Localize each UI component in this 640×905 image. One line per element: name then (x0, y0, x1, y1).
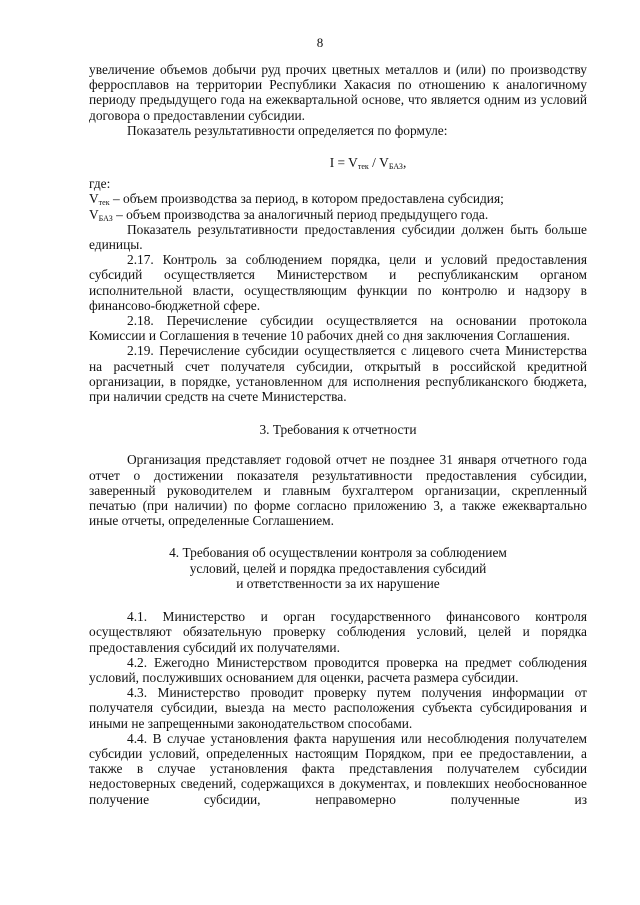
section-4-heading (89, 545, 587, 591)
page-number: 8 (316, 35, 324, 50)
paragraph-indicator-condition: Показатель результативности предоставления субсидии должен быть больше единицы. (89, 221, 587, 253)
definition-v-baz (89, 207, 587, 222)
section-4-heading-line-2: условий, целей и порядка предоставления субсидий (189, 560, 487, 576)
paragraph-formula-intro: Показатель результативности определяется по формуле: (127, 122, 448, 138)
section-4-heading-line-3: и ответственности за их нарушение (236, 575, 440, 591)
formula-lhs: I = V (329, 155, 358, 171)
section-4-heading-line-1: 4. Требования об осуществлении контроля за соблюдением (169, 545, 507, 561)
paragraph-2-17: 2.17. Контроль за соблюдением порядка, цели и условий предоставления субсидий осуществляется Министерством и республиканским органом исполнительной власти, осуществляющим функции по контролю и надзору в финансово-бюджетной сфере. (89, 252, 587, 313)
where-label: где: (89, 176, 111, 192)
paragraph-4-3: 4.3. Министерство проводит проверку путем получения информации от получателя субсидии, выезда на место расположения субъекта субсидирования и иными не запрещенными законодательством способами. (89, 685, 587, 731)
def1-symbol: V (89, 191, 99, 207)
paragraph-4-2: 4.2. Ежегодно Министерством проводится проверка на предмет соблюдения условий, послуживших основанием для оценки, расчета размера субсидии. (89, 654, 587, 685)
paragraph-4-1: 4.1. Министерство и орган государственного финансового контроля осуществляют обязательную проверку соблюдения условий, целей и порядка предоставления субсидий их получателями. (89, 609, 587, 655)
def2-subscript: БАЗ (98, 213, 113, 223)
paragraph-4-4: 4.4. В случае установления факта нарушения или несоблюдения получателем субсидии условий, определенных настоящим Порядком, при ее предоставлении, а также в случае установления факта представления получателем субсидии недостоверных сведений, содержащихся в документах, и повлекших необоснованное получение субсидии, неправомерно полученные из (89, 730, 587, 807)
def1-subscript: тек (98, 198, 110, 208)
formula-sub-baz: БАЗ (388, 162, 403, 172)
paragraph-continuation: увеличение объемов добычи руд прочих цветных металлов и (или) по производству ферросплавов на территории Республики Хакасия по отношению к аналогичному периоду предыдущего года на ежеквартальной основе, что является одним из условий договора о предоставлении субсидии. (89, 62, 587, 123)
formula-mid: / V (368, 155, 389, 171)
formula-sub-tek: тек (357, 162, 369, 172)
paragraph-2-19: 2.19. Перечисление субсидии осуществляется с лицевого счета Министерства на расчетный счет получателя субсидии, открытый в российской кредитной организации, в порядке, установленном для исполнения республиканского бюджета, при наличии средств на счете Министерства. (89, 343, 587, 405)
formula-end: , (402, 155, 407, 171)
document-body (89, 62, 587, 807)
paragraph-3-report: Организация представляет годовой отчет не позднее 31 января отчетного года отчет о достижении показателя результативности предоставления субсидии, заверенный руководителем и главным бухгалтером организации, скрепленный печатью (при наличии) по форме согласно приложению 3, а также ежеквартально иные отчеты, определенные Соглашением. (89, 452, 587, 529)
def2-text: – объем производства за аналогичный период предыдущего года. (112, 206, 489, 222)
formula (89, 155, 587, 170)
def2-symbol: V (89, 206, 99, 222)
def1-text: – объем производства за период, в котором предоставлена субсидия; (109, 191, 504, 207)
definition-v-tek (89, 191, 587, 206)
paragraph-2-18: 2.18. Перечисление субсидии осуществляется на основании протокола Комиссии и Соглашения в течение 10 рабочих дней со дня заключения Соглашения. (89, 313, 587, 344)
section-3-heading: 3. Требования к отчетности (259, 422, 417, 438)
